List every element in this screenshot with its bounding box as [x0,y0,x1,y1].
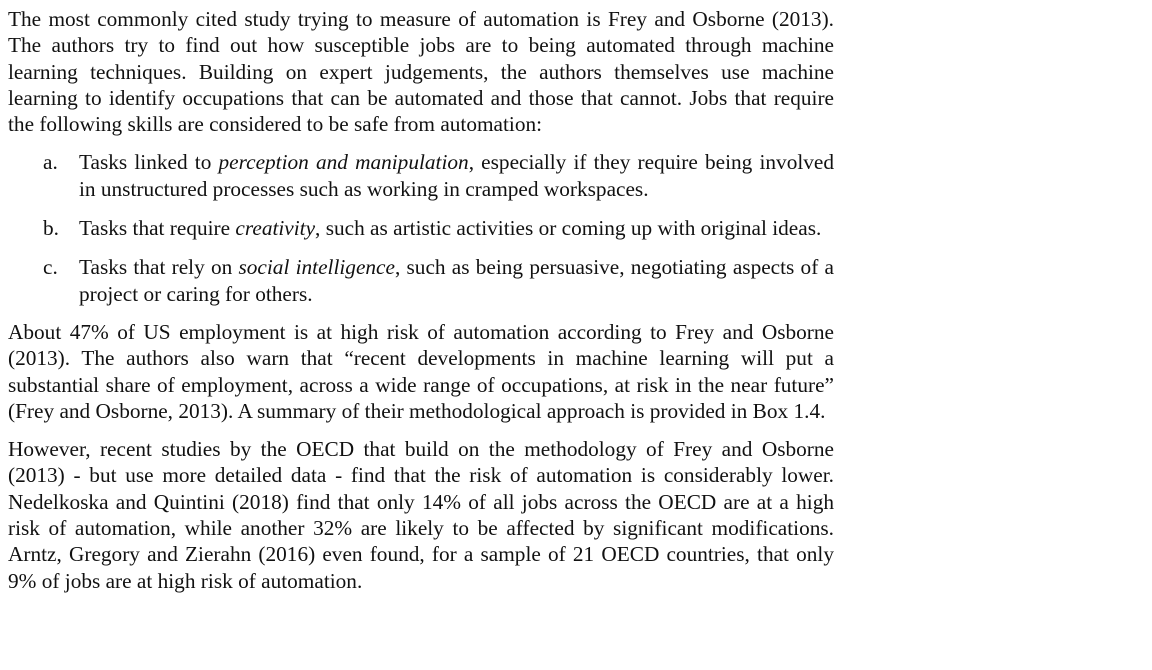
list-marker: a. [43,150,58,175]
list-item [8,254,834,307]
list-item-text-before: Tasks that require [79,216,236,241]
list-item-emphasis: social intelligence [238,255,395,280]
list-marker: c. [43,255,58,280]
document-page [8,6,834,594]
list-item-emphasis: perception and manipulation [218,150,469,175]
list-marker: b. [43,216,59,241]
us-employment-paragraph: About 47% of US employment is at high risk of automation according to Frey and Osborne (2013). The authors also warn that “recent developments in machine learning will put a substantial share of employment, across a wide range of occupations, at risk in the near future” (Frey and Osborne, 2013). A summary of their methodological approach is provided in Box 1.4. [8,319,834,423]
intro-paragraph: The most commonly cited study trying to measure of automation is Frey and Osborne (2013). The authors try to find out how susceptible jobs are to being automated through machine learning techniques. Building on expert judgements, the authors themselves use machine learning to identify occupations that can be automated and those that cannot. Jobs that require the following skills are considered to be safe from automation: [8,7,834,137]
safe-skills-list [8,149,834,306]
list-item-emphasis: creativity [235,216,316,241]
list-item-text-before: Tasks that rely on [79,255,239,280]
list-item-text-after: , such as artistic activities or coming up with original ideas. [315,216,822,241]
list-item [8,215,834,241]
list-item-text-after: , such as being persuasive, negotiating aspects of a project or caring for others. [79,255,834,306]
oecd-studies-paragraph: However, recent studies by the OECD that build on the methodology of Frey and Osborne (2013) - but use more detailed data - find that the risk of automation is considerably lower. Nedelkoska and Quintini (2018) find that only 14% of all jobs across the OECD are at a high risk of automation, while another 32% are likely to be affected by significant modifications. Arntz, Gregory and Zierahn (2016) even found, for a sample of 21 OECD countries, that only 9% of jobs are at high risk of automation. [8,437,834,593]
list-item-text-before: Tasks linked to [79,150,219,175]
list-item [8,149,834,202]
list-item-text-after: , especially if they require being involved in unstructured processes such as working in cramped workspaces. [79,150,835,201]
